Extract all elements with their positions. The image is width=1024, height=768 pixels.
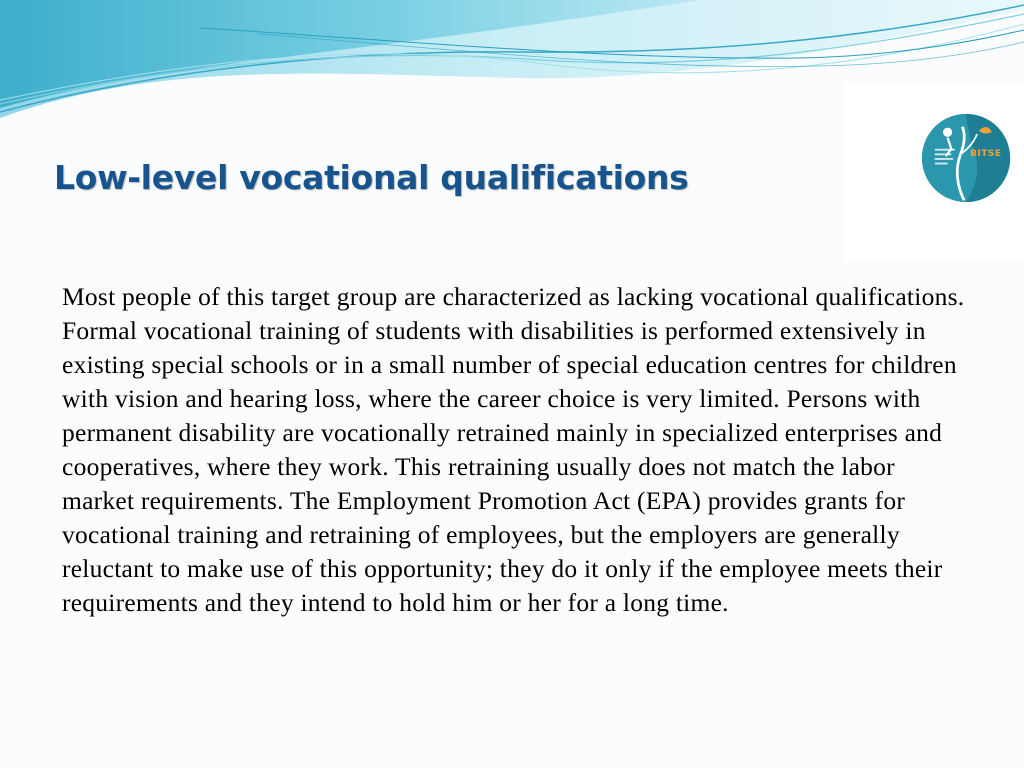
logo-text: BITSE (970, 149, 1002, 159)
logo-panel (845, 82, 1024, 262)
slide-body-text: Most people of this target group are characterized as lacking vocational qualifications. Formal vocational training of students with disabilities is performed extensively in existing special schools or in a small number of special education centres for children with vision and hearing loss, where the career choice is very limited. Persons with permanent disability are vocationally retrained mainly in specialized enterprises and cooperatives, where they work. This retraining usually does not match the labor market requirements. The Employment Promotion Act (EPA) provides grants for vocational training and retraining of employees, but the employers are generally reluctant to make use of this opportunity; they do it only if the employee meets their requirements and they intend to hold him or her for a long time. (62, 282, 965, 617)
slide-title: Low-level vocational qualifications (54, 158, 689, 197)
